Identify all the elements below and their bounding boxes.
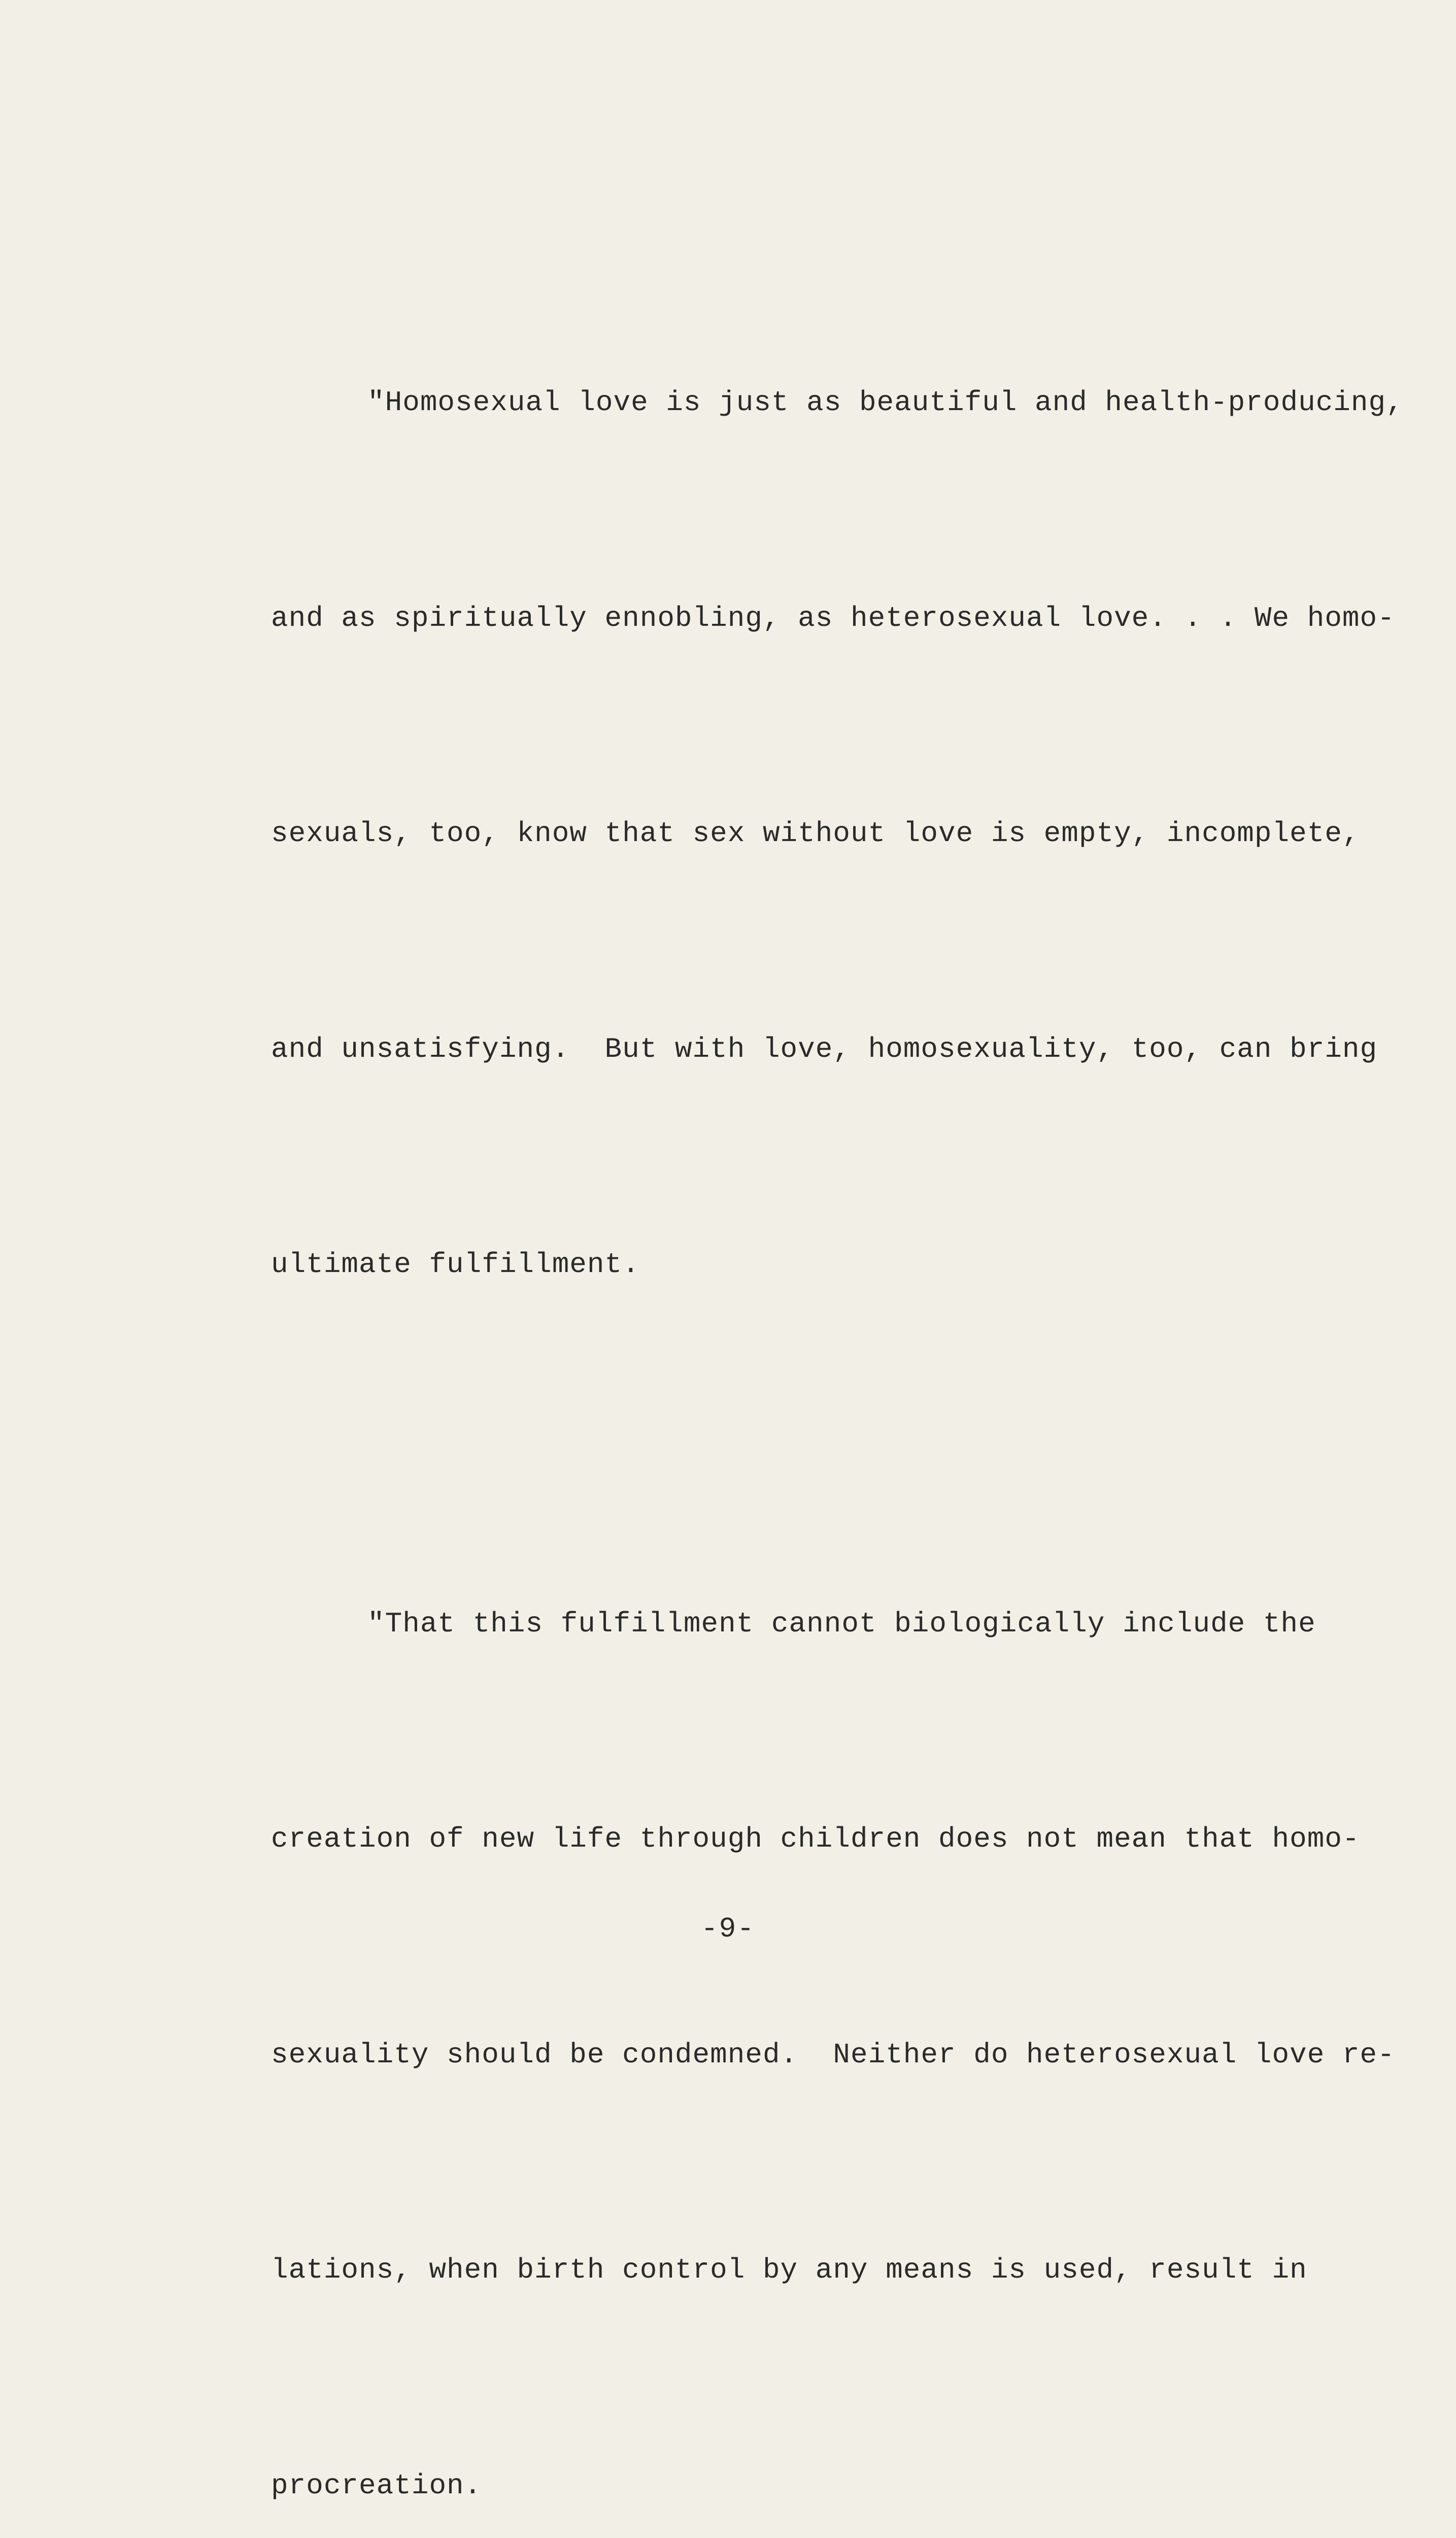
text-line: and as spiritually ennobling, as heterosexual love. . . We homo- [175,583,1403,655]
page-number: -9- [0,1913,1456,1945]
text-line: sexuality should be condemned. Neither do heterosexual love re- [175,2019,1403,2091]
text-line: "That this fulfillment cannot biologically include the [175,1588,1403,1660]
text-line: and unsatisfying. But with love, homosexuality, too, can bring [175,1014,1403,1086]
paragraph [175,223,1403,1445]
body-text [175,223,1403,2538]
text-line: "Homosexual love is just as beautiful and health-producing, [175,367,1403,439]
text-line: creation of new life through children does not mean that homo- [175,1804,1403,1876]
text-line: procreation. [175,2450,1403,2522]
text-line: lations, when birth control by any means is used, result in [175,2234,1403,2307]
text-line: sexuals, too, know that sex without love is empty, incomplete, [175,798,1403,870]
paragraph [175,1445,1403,2538]
text-line: ultimate fulfillment. [175,1229,1403,1301]
